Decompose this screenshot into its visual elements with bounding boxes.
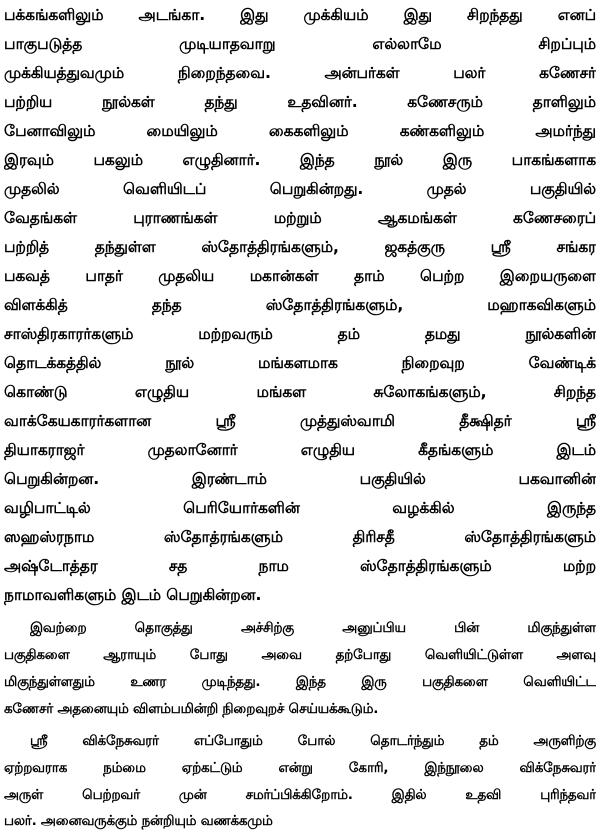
text-line: பகுதிகளை ஆராயும் போது அவை தற்போது வெளியிட்டுள்ள அளவு xyxy=(4,647,596,663)
text-line: பாகுபடுத்த முடியாதவாறு எல்லாமே சிறப்பும் xyxy=(4,35,596,53)
text-line: பேனாவிலும் மையிலும் கைகளிலும் கண்களிலும் அமர்ந்து xyxy=(4,122,596,140)
text-line: இவற்றை தொகுத்து அச்சிற்கு அனுப்பிய பின் மிகுந்துள்ள xyxy=(30,620,596,636)
text-line: இரவும் பகலும் எழுதினார். இந்த நூல் இரு பாகங்களாக xyxy=(4,151,596,169)
text-line: பகவத் பாதர் முதலிய மகான்கள் தாம் பெற்ற இறையருளை xyxy=(4,267,596,285)
text-line: வேதங்கள் புராணங்கள் மற்றும் ஆகமங்கள் கணேசரைப் xyxy=(4,209,596,227)
text-line: ஸ்ரீ விக்நேசுவரர் எப்போதும் போல் தொடர்ந்தும் தம் அருளிற்கு xyxy=(30,733,596,749)
text-line: வழிபாட்டில் பெரியோர்களின் வழக்கில் இருந்த xyxy=(4,499,596,517)
text-line: தொடக்கத்தில் நூல் மங்களமாக நிறைவுற வேண்டிக் xyxy=(4,354,596,372)
text-line: பற்றித் தந்துள்ள ஸ்தோத்திரங்களும், ஜகத்குரு ஸ்ரீ சங்கர xyxy=(4,238,596,256)
text-line: ஸஹஸ்ரநாம ஸ்தோத்ரங்களும் திரிசதீ ஸ்தோத்திரங்களும் xyxy=(4,528,596,546)
text-line: முதலில் வெளியிடப் பெறுகின்றது. முதல் பகுதியில் xyxy=(4,180,596,198)
text-line: ஏற்றவராக நம்மை ஏற்கட்டும் என்று கோரி, இந்நூலை விக்நேசுவரர் xyxy=(4,760,596,776)
text-line: முக்கியத்துவமும் நிறைந்தவை. அன்பர்கள் பலர் கணேசர் xyxy=(4,64,596,82)
text-line: பலர். அனைவருக்கும் நன்றியும் வணக்கமும் xyxy=(4,813,273,829)
text-line: நாமாவளிகளும் இடம் பெறுகின்றன. xyxy=(4,586,262,604)
text-line: கொண்டு எழுதிய மங்கள சுலோகங்களும், சிறந்த xyxy=(4,383,596,401)
text-line: வாக்கேயகாரர்களான ஸ்ரீ முத்துஸ்வாமி தீக்ஷிதர் ஸ்ரீ xyxy=(4,412,596,430)
text-line: கணேசர் அதனையும் விளம்பமின்றி நிறைவுறச் செய்யக்கூடும். xyxy=(4,701,379,717)
text-line: பெறுகின்றன. இரண்டாம் பகுதியில் பகவானின் xyxy=(4,470,596,488)
text-line: அஷ்டோத்தர சத நாம ஸ்தோத்திரங்களும் மற்ற xyxy=(4,557,596,575)
text-line: அருள் பெற்றவர் முன் சமர்ப்பிக்கிறோம். இதில் உதவி புரிந்தவர் xyxy=(4,787,596,803)
text-line: தியாகராஜர் முதலானோர் எழுதிய கீதங்களும் இடம் xyxy=(4,441,596,459)
text-line: பற்றிய நூல்கள் தந்து உதவினர். கணேசரும் தாளிலும் xyxy=(4,93,596,111)
text-line: பக்கங்களிலும் அடங்கா. இது முக்கியம் இது சிறந்தது எனப் xyxy=(4,6,596,24)
text-line: சாஸ்திரகாரர்களும் மற்றவரும் தம் தமது நூல்களின் xyxy=(4,325,596,343)
text-line: விளக்கித் தந்த ஸ்தோத்திரங்களும், மஹாகவிகளும் xyxy=(4,296,596,314)
text-line: மிகுந்துள்ளதும் உணர முடிந்தது. இந்த இரு பகுதிகளை வெளியிட்ட xyxy=(4,674,596,690)
